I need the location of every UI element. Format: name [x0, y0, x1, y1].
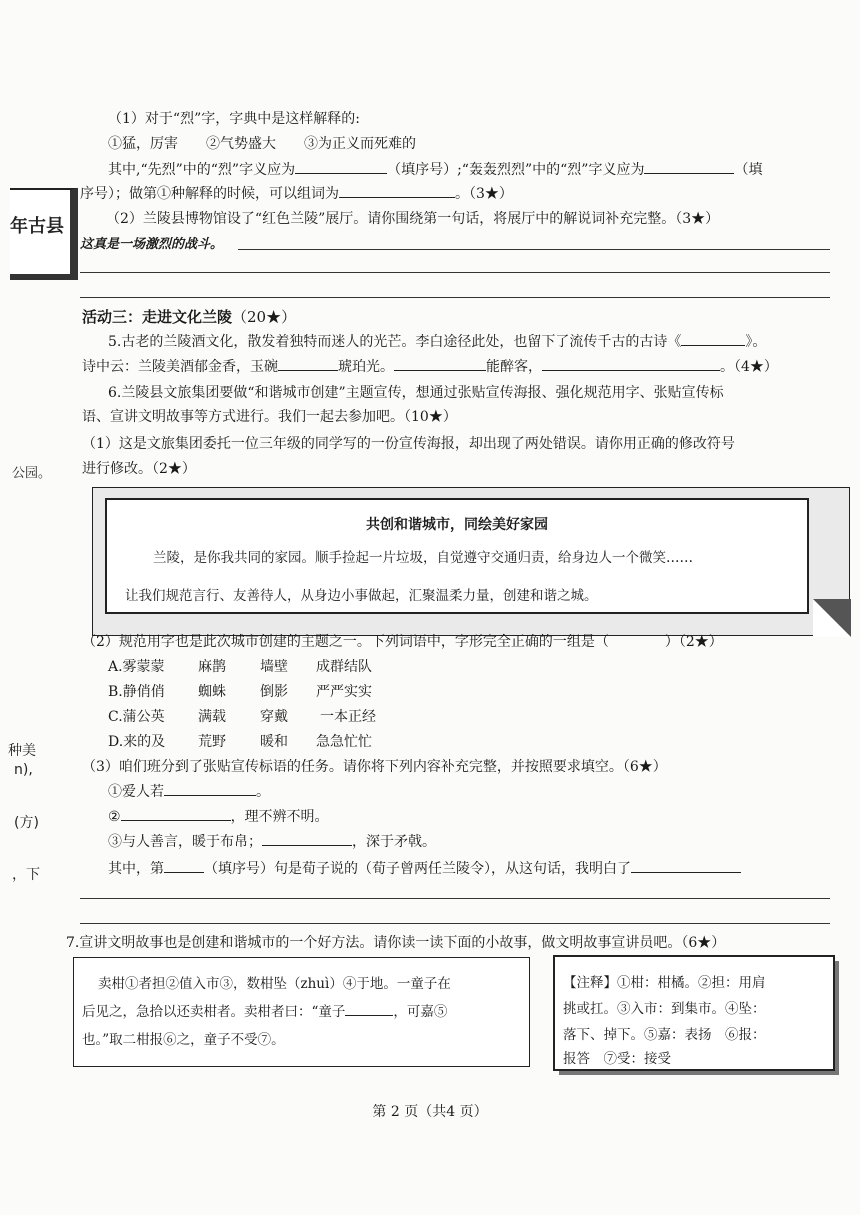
choice-row-a[interactable]: A.雾蒙蒙 麻鹊 墙壁 成群结队 — [108, 659, 372, 675]
choice-row-b[interactable]: B.静俏俏 蜘蛛 倒影 严严实实 — [108, 684, 372, 700]
notes-box — [553, 955, 835, 1071]
fill-item-followup: 其中，第 （填序号）句是荀子说的（荀子曾两任兰陵令），从这句话，我明白了 — [108, 858, 741, 878]
answer-blank[interactable] — [164, 781, 256, 796]
county-label: 年古县 — [10, 216, 64, 237]
q4-line1: 其中,“先烈”中的“烈”字义应为 （填序号）;“轰轰烈烈”中的“烈”字义应为 （填 — [108, 159, 762, 179]
q4-part2-stem: （2）兰陵县博物馆设了“红色兰陵”展厅。请你围绕第一句话，将展厅中的解说词补充完整。（3★） — [106, 211, 720, 227]
answer-blank[interactable] — [339, 183, 455, 198]
handwritten-sentence: 这真是一场激烈的战斗。 — [80, 237, 224, 252]
q4-options: ①猛，厉害 ②气势盛大 ③为正义而死难的 — [108, 136, 416, 152]
activity-heading: 活动三：走进文化兰陵（20★） — [82, 308, 297, 326]
answer-blank[interactable] — [295, 159, 387, 174]
margin-fragment: (方) — [14, 815, 39, 831]
poster-frame — [105, 498, 809, 614]
margin-fragment: n), — [14, 762, 33, 778]
answer-blank[interactable] — [121, 806, 231, 821]
note-line: 落下、掉下。⑤嘉：表扬 ⑥报： — [563, 1027, 766, 1043]
county-label-box — [10, 188, 78, 280]
answer-line[interactable] — [80, 923, 830, 924]
margin-fragment: ，下 — [12, 867, 40, 883]
q5-line2: 诗中云：兰陵美酒郁金香，玉碗 琥珀光。 能醉客， 。（4★） — [82, 356, 778, 376]
answer-line[interactable] — [80, 297, 830, 298]
choice-row-c[interactable]: C.蒲公英 满载 穿戴 一本正经 — [108, 709, 376, 725]
q6-part1-line2: 进行修改。（2★） — [82, 461, 196, 477]
answer-line[interactable] — [80, 272, 830, 273]
answer-blank[interactable] — [644, 159, 734, 174]
page-curl-decoration — [813, 599, 851, 637]
fill-item-2: ② ，理不辨不明。 — [108, 806, 329, 826]
q6-part2-stem: （2）规范用字也是此次城市创建的主题之一。下列词语中，字形完全正确的一组是（ ）（2★） — [82, 634, 723, 650]
margin-fragment: 种美 — [8, 743, 36, 759]
answer-blank[interactable] — [278, 356, 338, 371]
answer-blank[interactable] — [394, 356, 486, 371]
story-line: 也。”取二柑报⑥之，童子不受⑦。 — [82, 1032, 285, 1048]
q5-line1: 5.古老的兰陵酒文化，散发着独特而迷人的光芒。李白途径此处，也留下了流传千古的古诗《 》。 — [108, 331, 766, 351]
poster — [92, 487, 850, 636]
margin-fragment: 公园。 — [12, 466, 52, 481]
story-box — [73, 957, 530, 1067]
answer-blank[interactable] — [631, 858, 741, 873]
note-line: 挑或扛。③入市：到集市。④坠： — [563, 1001, 766, 1017]
q6-part3-stem: （3）咱们班分到了张贴宣传标语的任务。请你将下列内容补充完整，并按照要求填空。（6★） — [82, 759, 667, 775]
q4-part1-stem: （1）对于“烈”字，字典中是这样解释的: — [108, 111, 360, 127]
story-line: 卖柑①者担②值入市③，数柑坠（zhuì）④于地。一童子在 — [98, 976, 451, 992]
answer-blank[interactable] — [262, 831, 352, 846]
fill-item-1: ①爱人若 。 — [108, 781, 270, 801]
q7-stem: 7.宣讲文明故事也是创建和谐城市的一个好方法。请你读一读下面的小故事，做文明故事宣讲员吧。（6★） — [66, 935, 726, 951]
q4-line2: 序号）；做第①种解释的时候，可以组词为 。（3★） — [80, 183, 513, 203]
note-line: 【注释】①柑：柑橘。②担：用肩 — [563, 975, 766, 991]
fill-item-3: ③与人善言，暖于布帛； ，深于矛戟。 — [108, 831, 436, 851]
choice-row-d[interactable]: D.来的及 荒野 暖和 急急忙忙 — [108, 734, 372, 750]
note-line: 报答 ⑦受：接受 — [563, 1051, 671, 1067]
answer-blank[interactable] — [681, 331, 745, 346]
answer-blank[interactable] — [164, 858, 204, 873]
answer-line[interactable] — [238, 249, 830, 250]
answer-line[interactable] — [80, 898, 830, 899]
answer-blank[interactable] — [345, 1001, 393, 1016]
poster-line: 让我们规范言行、友善待人，从身边小事做起，汇聚温柔力量，创建和谐之城。 — [125, 588, 598, 604]
story-line: 后见之，急拾以还卖柑者。卖柑者曰：“童子 ，可嘉⑤ — [82, 1000, 447, 1020]
page-footer: 第 2 页（共4 页） — [372, 1104, 488, 1120]
q6-line1: 6.兰陵县文旅集团要做“和谐城市创建”主题宣传，想通过张贴宣传海报、强化规范用字、张贴宣传标 — [108, 385, 724, 401]
q6-part1-line1: （1）这是文旅集团委托一位三年级的同学写的一份宣传海报，却出现了两处错误。请你用正确的修改符号 — [82, 436, 735, 452]
q6-line2: 语、宣讲文明故事等方式进行。我们一起去参加吧。（10★） — [82, 409, 457, 425]
poster-title: 共创和谐城市，同绘美好家园 — [366, 517, 548, 533]
poster-line: 兰陵，是你我共同的家园。顺手捡起一片垃圾，自觉遵守交通归责，给身边人一个微笑…… — [153, 550, 693, 566]
answer-blank[interactable] — [542, 356, 720, 371]
